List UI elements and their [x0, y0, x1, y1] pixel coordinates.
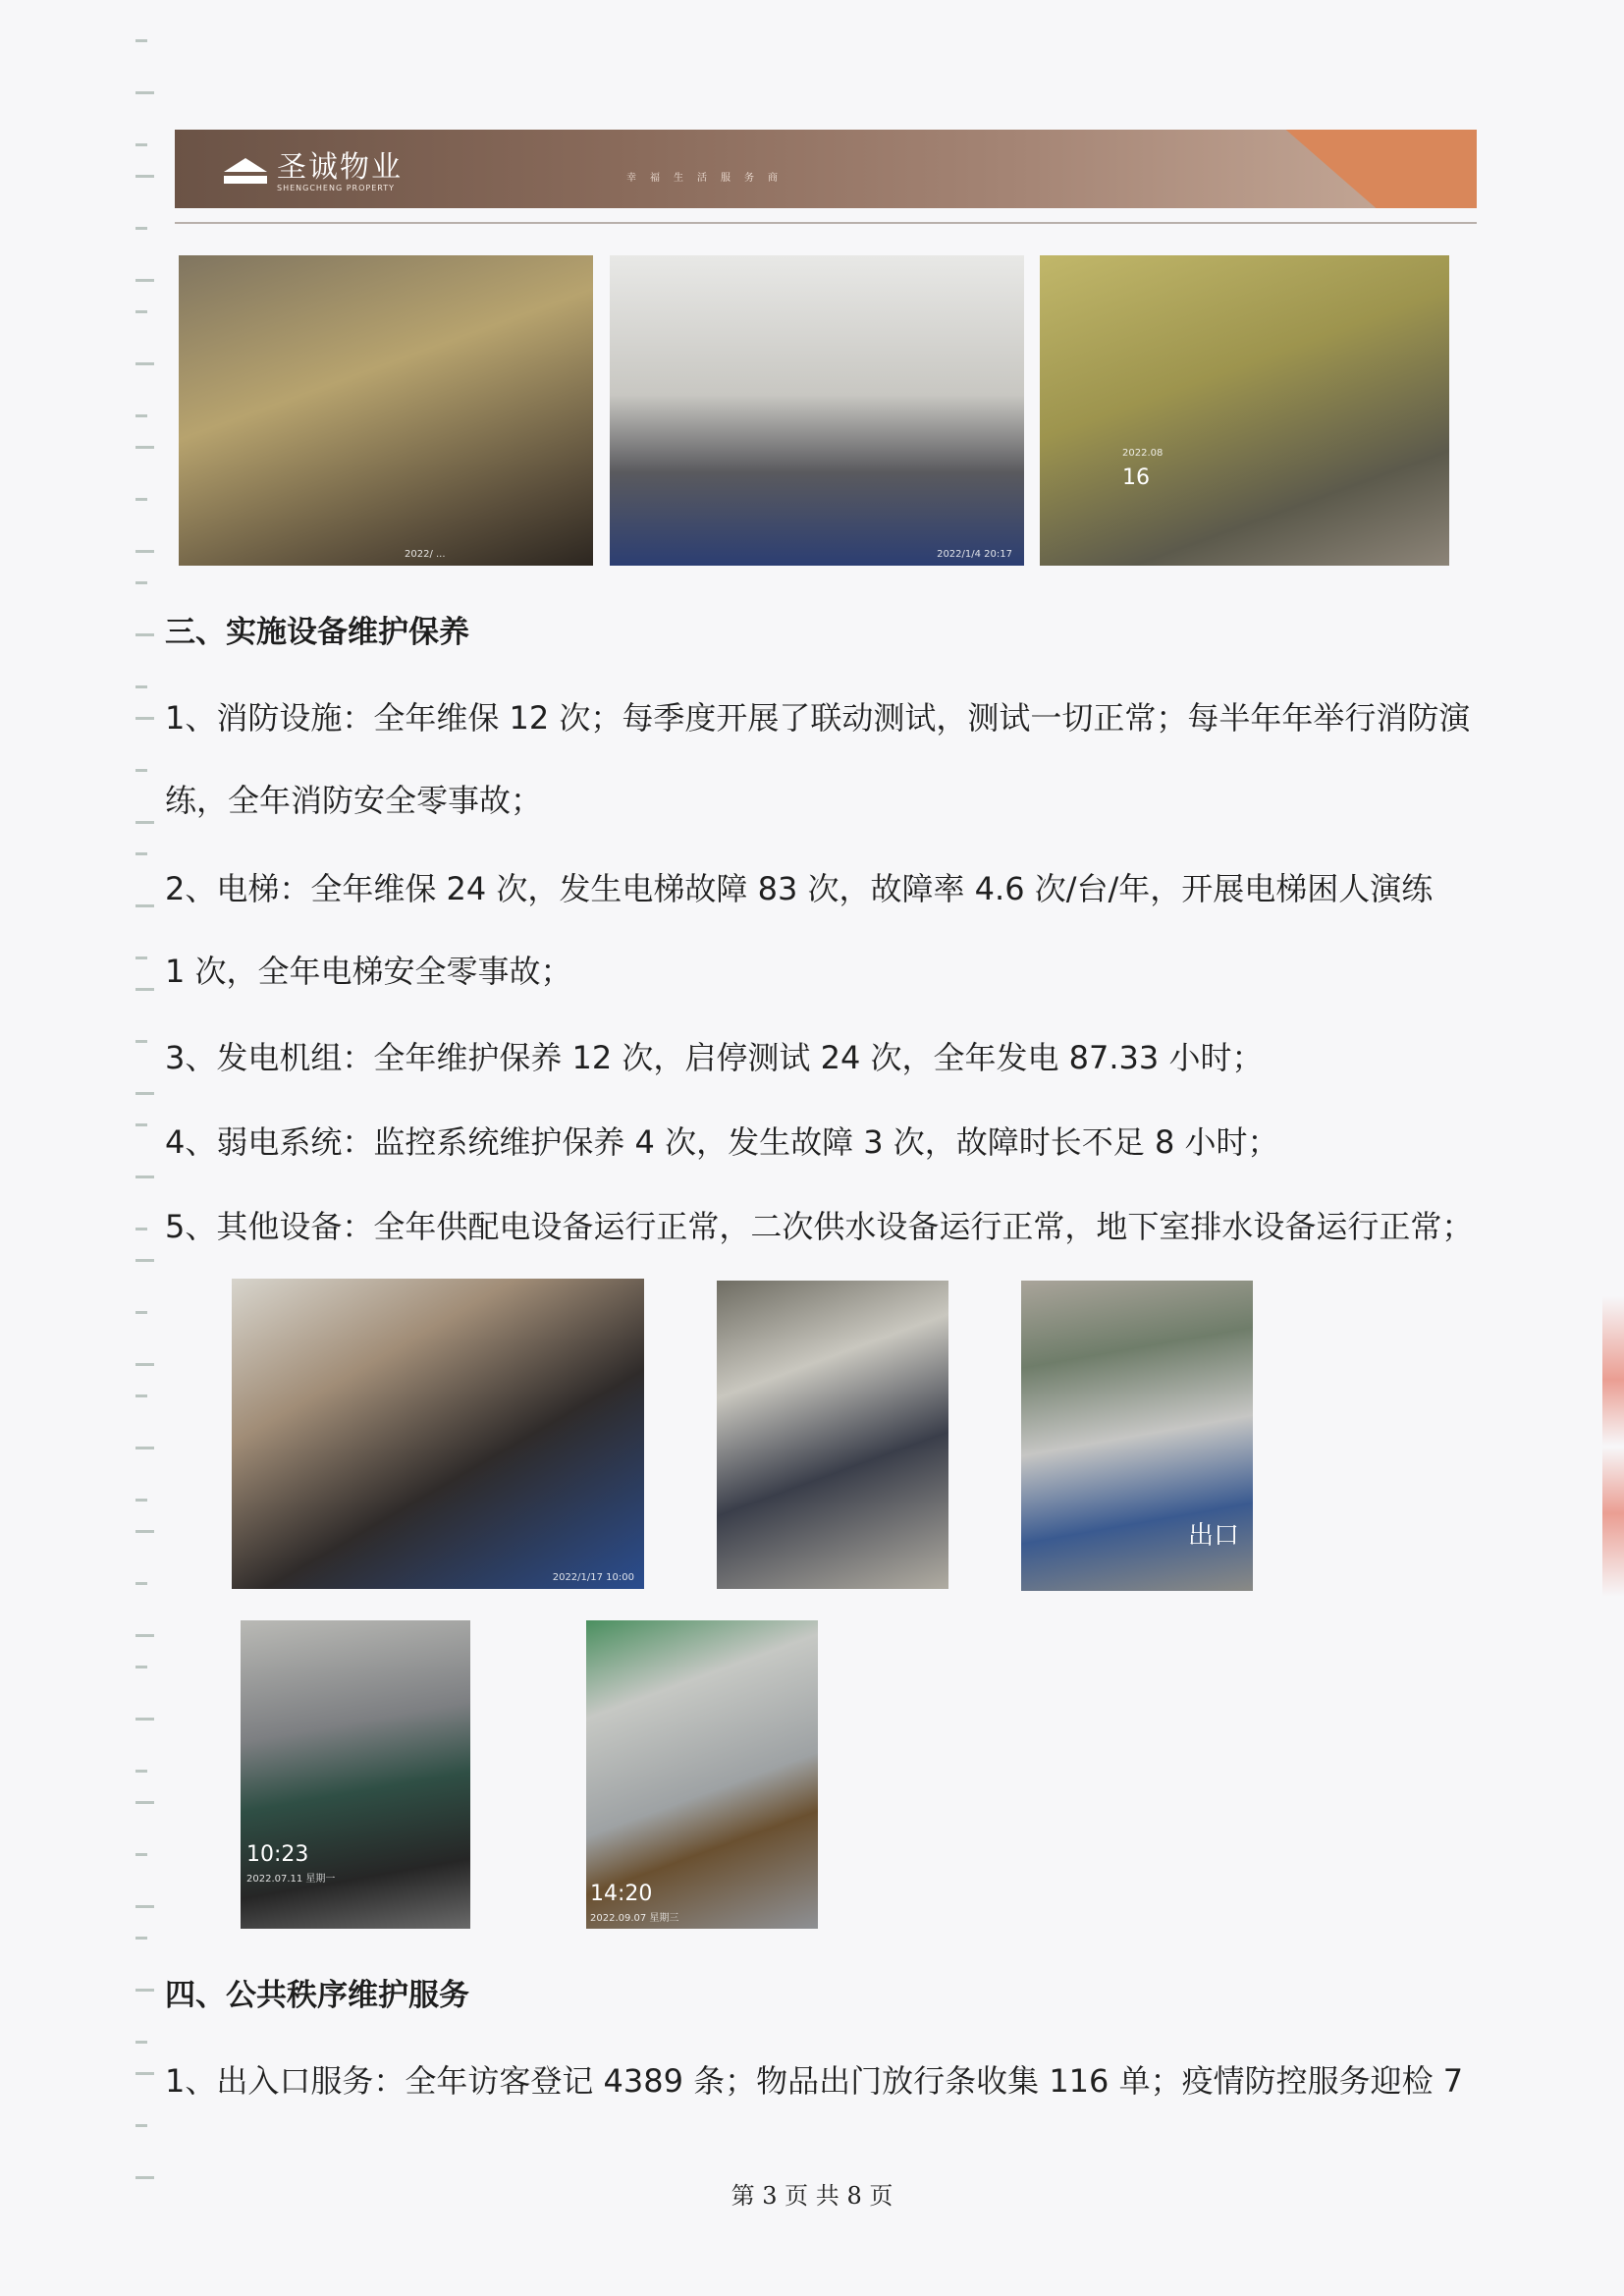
binding-mark	[135, 175, 154, 178]
tunnel-inspection-photo	[179, 255, 593, 566]
photo-timestamp: 2022/1/17 10:00	[552, 1572, 634, 1583]
binding-mark	[135, 1801, 154, 1804]
photo-timestamp: 2022/1/4 20:17	[937, 549, 1012, 560]
binding-mark	[135, 1905, 154, 1908]
binding-mark	[135, 1718, 154, 1721]
binding-mark	[135, 769, 147, 772]
binding-mark	[135, 1228, 147, 1230]
photo-date: 2022.08	[1122, 448, 1164, 459]
paragraph-line: 3、发电机组：全年维护保养 12 次，启停测试 24 次，全年发电 87.33 小时；	[165, 1039, 1264, 1076]
binding-mark	[135, 1123, 147, 1126]
binding-mark	[135, 904, 154, 907]
photo-time: 14:20	[590, 1882, 653, 1906]
binding-mark	[135, 1311, 147, 1314]
site-inspection-photo	[1040, 255, 1449, 566]
binding-mark	[135, 39, 147, 42]
equipment-repair-photo	[232, 1279, 644, 1589]
banner-accent	[1212, 130, 1477, 208]
photo-time: 10:23	[246, 1842, 309, 1867]
paragraph-line: 1、出入口服务：全年访客登记 4389 条；物品出门放行条收集 116 单；疫情防控服务迎检 7	[165, 2062, 1464, 2100]
power-cabinet-photo	[586, 1620, 818, 1929]
binding-mark	[135, 988, 154, 991]
exit-sign: 出口	[1187, 1521, 1239, 1551]
brand-slogan: 幸福生活服务商	[626, 173, 791, 184]
photo-date: 2022.07.11 星期一	[246, 1874, 336, 1885]
paragraph-line: 1、消防设施：全年维保 12 次；每季度开展了联动测试，测试一切正常；每半年年举行消防演	[165, 699, 1471, 737]
binding-mark	[135, 1499, 147, 1502]
binding-mark	[135, 821, 154, 824]
section-title: 三、实施设备维护保养	[165, 615, 469, 650]
binding-mark	[135, 1989, 154, 1992]
gate-repair-photo	[1021, 1281, 1253, 1591]
photo-time: 16	[1122, 465, 1150, 490]
binding-mark	[135, 1937, 147, 1940]
binding-mark	[135, 143, 147, 146]
binding-mark	[135, 581, 147, 584]
photo-date: 2022.09.07 星期三	[590, 1913, 679, 1924]
letterhead-banner	[175, 130, 1477, 208]
binding-mark	[135, 852, 147, 855]
control-panel-photo	[241, 1620, 470, 1929]
binding-mark	[135, 957, 147, 959]
brand-english-name: SHENGCHENG PROPERTY	[277, 184, 396, 192]
page-number: 第 3 页 共 8 页	[731, 2182, 893, 2210]
roof-logo-icon	[224, 158, 267, 188]
binding-mark	[135, 2072, 154, 2075]
binding-mark	[135, 1634, 154, 1637]
binding-marks	[135, 39, 165, 2249]
section-title: 四、公共秩序维护服务	[165, 1978, 469, 2013]
binding-mark	[135, 1259, 154, 1262]
binding-mark	[135, 279, 154, 282]
binding-mark	[135, 685, 147, 688]
binding-mark	[135, 1092, 154, 1095]
binding-mark	[135, 1530, 154, 1533]
paragraph-line: 4、弱电系统：监控系统维护保养 4 次，发生故障 3 次，故障时长不足 8 小时；	[165, 1123, 1279, 1161]
office-meeting-photo	[610, 255, 1024, 566]
red-seal-edge	[1602, 1296, 1624, 1630]
binding-mark	[135, 498, 147, 501]
paragraph-line: 2、电梯：全年维保 24 次，发生电梯故障 83 次，故障率 4.6 次/台/年，开展电梯困人演练	[165, 870, 1434, 907]
binding-mark	[135, 1363, 154, 1366]
binding-mark	[135, 550, 154, 553]
binding-mark	[135, 1447, 154, 1449]
binding-mark	[135, 1770, 147, 1773]
binding-mark	[135, 91, 154, 94]
binding-mark	[135, 2124, 147, 2127]
brand-name: 圣诚物业	[277, 150, 403, 185]
binding-mark	[135, 1175, 154, 1178]
binding-mark	[135, 633, 154, 636]
binding-mark	[135, 1582, 147, 1585]
binding-mark	[135, 1666, 147, 1668]
binding-mark	[135, 446, 154, 449]
binding-mark	[135, 227, 147, 230]
binding-mark	[135, 310, 147, 313]
company-logo	[224, 150, 403, 192]
header-divider	[175, 222, 1477, 224]
paragraph-line: 1 次，全年电梯安全零事故；	[165, 953, 572, 990]
binding-mark	[135, 1853, 147, 1856]
binding-mark	[135, 717, 154, 720]
photo-timestamp: 2022/ ...	[405, 549, 446, 560]
binding-mark	[135, 1040, 147, 1043]
paragraph-line: 练，全年消防安全零事故；	[165, 782, 543, 819]
panel-check-photo	[717, 1281, 948, 1589]
binding-mark	[135, 2041, 147, 2044]
binding-mark	[135, 414, 147, 417]
binding-mark	[135, 1394, 147, 1397]
binding-mark	[135, 362, 154, 365]
paragraph-line: 5、其他设备：全年供配电设备运行正常，二次供水设备运行正常，地下室排水设备运行正常；	[165, 1208, 1474, 1245]
